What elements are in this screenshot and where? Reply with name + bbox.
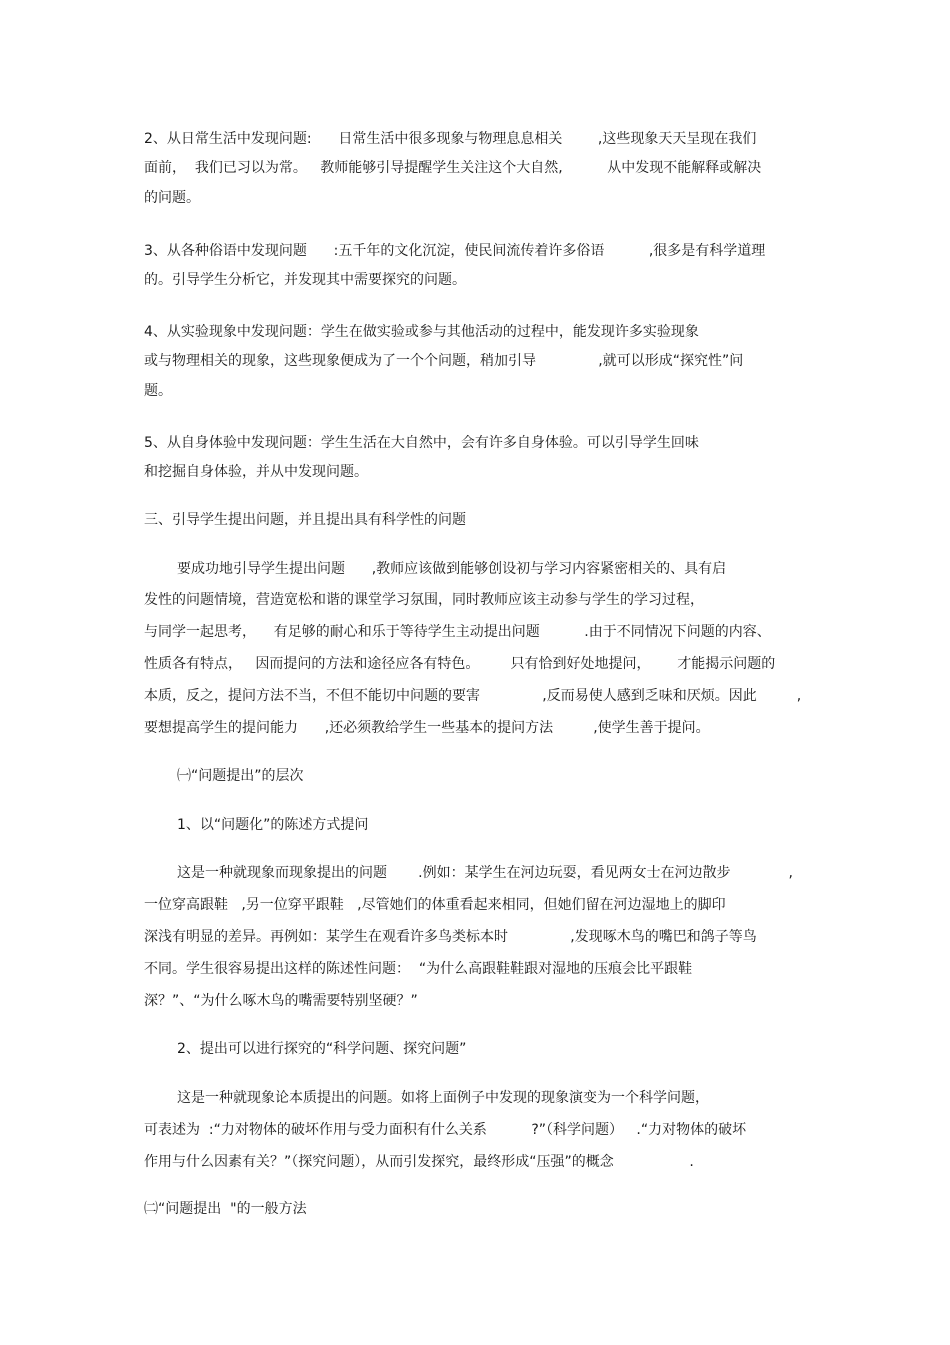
text-line: 面前， 我们已习以为常。 教师能够引导提醒学生关注这个大自然, 从中发现不能解释或解决 (144, 160, 762, 176)
text-line: 这是一种就现象而现象提出的问题 .例如：某学生在河边玩耍，看见两女士在河边散步 , (177, 865, 793, 881)
text-line: 发性的问题情境，营造宽松和谐的课堂学习氛围，同时教师应该主动参与学生的学习过程， (144, 592, 704, 608)
text-line: 的。引导学生分析它，并发现其中需要探究的问题。 (144, 272, 466, 288)
section-heading: 三、引导学生提出问题，并且提出具有科学性的问题 (144, 512, 466, 528)
text-line: 2、从日常生活中发现问题: 日常生活中很多现象与物理息息相关 ,这些现象天天呈现在我们 (144, 131, 757, 147)
subsection-heading: 1、以“问题化”的陈述方式提问 (177, 817, 369, 833)
text-line: 不同。学生很容易提出这样的陈述性问题： “为什么高跟鞋鞋跟对湿地的压痕会比平跟鞋 (144, 961, 693, 977)
text-line: 题。 (144, 383, 172, 399)
text-line: 深？”、“为什么啄木鸟的嘴需要特别坚硬？” (144, 993, 418, 1009)
text-line: 的问题。 (144, 190, 200, 206)
text-line: 要成功地引导学生提出问题 ,教师应该做到能够创设初与学习内容紧密相关的、具有启 (177, 561, 727, 577)
text-line: 5、从自身体验中发现问题：学生生活在大自然中，会有许多自身体验。可以引导学生回味 (144, 435, 699, 451)
text-line: 4、从实验现象中发现问题：学生在做实验或参与其他活动的过程中，能发现许多实验现象 (144, 324, 699, 340)
text-line: 要想提高学生的提问能力 ,还必须教给学生一些基本的提问方法 ,使学生善于提问。 (144, 720, 710, 736)
text-line: 或与物理相关的现象，这些现象便成为了一个个问题，稍加引导 ,就可以形成“探究性”问 (144, 353, 744, 369)
text-line: 这是一种就现象论本质提出的问题。如将上面例子中发现的现象演变为一个科学问题， (177, 1090, 709, 1106)
text-line: 本质，反之，提问方法不当，不但不能切中问题的要害 ,反而易使人感到乏味和厌烦。因此 , (144, 688, 802, 704)
text-line: 和挖掘自身体验，并从中发现问题。 (144, 464, 368, 480)
text-line: 作用与什么因素有关？”（探究问题），从而引发探究，最终形成“压强”的概念 . (144, 1154, 694, 1170)
text-line: 深浅有明显的差异。再例如：某学生在观看许多鸟类标本时 ,发现啄木鸟的嘴巴和鸽子等鸟 (144, 929, 757, 945)
subsection-heading: ㈡“问题提出 "的一般方法 (144, 1201, 307, 1217)
subsection-heading: 2、提出可以进行探究的“科学问题、探究问题” (177, 1041, 467, 1057)
text-line: 性质各有特点， 因而提问的方法和途径应各有特色。 只有恰到好处地提问， 才能揭示问题的 (144, 656, 776, 672)
subsection-heading: ㈠“问题提出”的层次 (177, 768, 304, 784)
text-line: 一位穿高跟鞋 ,另一位穿平跟鞋 ,尽管她们的体重看起来相同，但她们留在河边湿地上的脚印 (144, 897, 726, 913)
text-line: 可表述为 :“力对物体的破坏作用与受力面积有什么关系 ?”（科学问题） .“力对物体的破坏 (144, 1122, 747, 1138)
text-line: 3、从各种俗语中发现问题 :五千年的文化沉淀，使民间流传着许多俗语 ,很多是有科学道理 (144, 243, 766, 259)
text-line: 与同学一起思考， 有足够的耐心和乐于等待学生主动提出问题 .由于不同情况下问题的内容、 (144, 624, 771, 640)
